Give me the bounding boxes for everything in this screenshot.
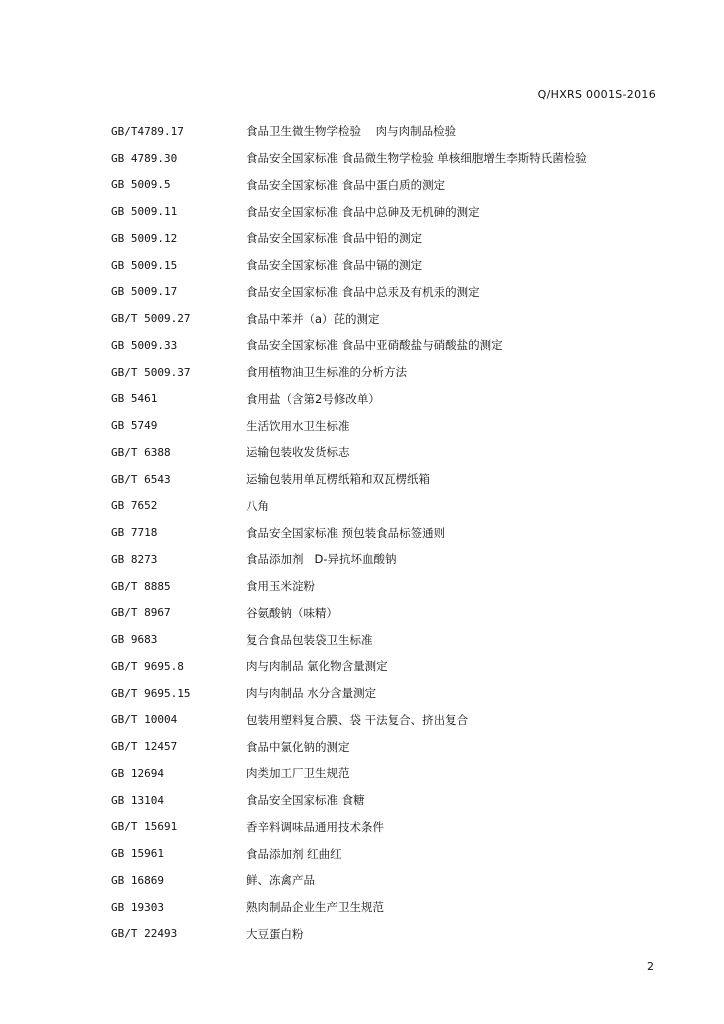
standard-title: 食品安全国家标准 食糖: [246, 793, 365, 808]
standard-code: GB/T 9695.8: [111, 659, 184, 673]
reference-row: [111, 573, 671, 600]
reference-row: [111, 921, 671, 948]
standard-title: 熟肉制品企业生产卫生规范: [246, 900, 384, 915]
reference-row: [111, 145, 671, 172]
reference-row: [111, 707, 671, 734]
reference-row: [111, 466, 671, 493]
reference-row: [111, 653, 671, 680]
standard-title: 八角: [246, 498, 269, 513]
standard-title: 食品安全国家标准 食品中总汞及有机汞的测定: [246, 284, 480, 299]
standard-title: 食品安全国家标准 食品中总砷及无机砷的测定: [246, 204, 480, 219]
standard-title: 运输包装收发货标志: [246, 445, 350, 460]
standard-title: 食品添加剂 D-异抗坏血酸钠: [246, 552, 397, 567]
standard-code: GB 19303: [111, 900, 164, 914]
reference-row: [111, 359, 671, 386]
reference-row: [111, 412, 671, 439]
standard-code: GB 16869: [111, 873, 164, 887]
reference-row: [111, 332, 671, 359]
standard-title: 谷氨酸钠（味精）: [246, 605, 338, 620]
standard-title: 肉与肉制品 氯化物含量测定: [246, 659, 388, 674]
reference-row: [111, 386, 671, 413]
reference-row: [111, 733, 671, 760]
reference-row: [111, 867, 671, 894]
standard-title: 食品中苯并（a）芘的测定: [246, 311, 380, 326]
standard-title: 食品安全国家标准 食品中蛋白质的测定: [246, 177, 446, 192]
reference-row: [111, 225, 671, 252]
standard-code: GB 8273: [111, 552, 158, 566]
standard-code: GB 13104: [111, 793, 164, 807]
reference-row: [111, 600, 671, 627]
reference-row: [111, 305, 671, 332]
reference-row: [111, 519, 671, 546]
standard-title: 食品安全国家标准 食品中镉的测定: [246, 258, 423, 273]
standard-code: GB/T 8885: [111, 579, 171, 593]
page-number: 2: [647, 960, 654, 973]
reference-row: [111, 760, 671, 787]
standard-code: GB/T 22493: [111, 927, 178, 941]
standard-code: GB 9683: [111, 633, 158, 647]
standard-title: 运输包装用单瓦楞纸箱和双瓦楞纸箱: [246, 472, 430, 487]
standard-title: 香辛料调味品通用技术条件: [246, 819, 384, 834]
standard-title: 包装用塑料复合膜、袋 干法复合、挤出复合: [246, 712, 469, 727]
standard-title: 肉与肉制品 水分含量测定: [246, 686, 377, 701]
standard-title: 食品卫生微生物学检验 肉与肉制品检验: [246, 124, 457, 139]
standard-code: GB/T 10004: [111, 713, 178, 727]
standard-code: GB/T 9695.15: [111, 686, 191, 700]
standard-code: GB/T 5009.27: [111, 312, 191, 326]
document-standard-code: Q/HXRS 0001S-2016: [537, 88, 656, 101]
standard-code: GB 15961: [111, 847, 164, 861]
standard-title: 大豆蛋白粉: [246, 926, 304, 941]
reference-row: [111, 279, 671, 306]
standard-code: GB/T 6543: [111, 472, 171, 486]
reference-row: [111, 894, 671, 921]
reference-row: [111, 118, 671, 145]
standard-title: 鲜、冻禽产品: [246, 873, 315, 888]
reference-row: [111, 626, 671, 653]
reference-row: [111, 787, 671, 814]
standard-code: GB 5009.12: [111, 231, 178, 245]
standard-code: GB 7652: [111, 499, 158, 513]
standard-code: GB/T 15691: [111, 820, 178, 834]
standard-title: 食用玉米淀粉: [246, 579, 315, 594]
reference-row: [111, 840, 671, 867]
standard-title: 食品添加剂 红曲红: [246, 846, 342, 861]
normative-references-list: [111, 118, 671, 947]
standard-code: GB 5009.11: [111, 205, 178, 219]
standard-title: 食品安全国家标准 食品微生物学检验 单核细胞增生李斯特氏菌检验: [246, 151, 587, 166]
reference-row: [111, 172, 671, 199]
standard-title: 复合食品包装袋卫生标准: [246, 632, 373, 647]
reference-row: [111, 493, 671, 520]
reference-row: [111, 198, 671, 225]
standard-title: 食品安全国家标准 食品中铅的测定: [246, 231, 423, 246]
standard-code: GB/T 8967: [111, 606, 171, 620]
standard-code: GB 4789.30: [111, 151, 178, 165]
standard-title: 食品中氯化钠的测定: [246, 739, 350, 754]
standard-code: GB 5461: [111, 392, 158, 406]
standard-title: 食用盐（含第2号修改单）: [246, 391, 380, 406]
standard-code: GB 5749: [111, 419, 158, 433]
reference-row: [111, 546, 671, 573]
reference-row: [111, 439, 671, 466]
standard-code: GB/T 6388: [111, 445, 171, 459]
standard-title: 肉类加工厂卫生规范: [246, 766, 350, 781]
reference-row: [111, 680, 671, 707]
reference-row: [111, 252, 671, 279]
standard-code: GB 5009.17: [111, 285, 178, 299]
reference-row: [111, 814, 671, 841]
standard-code: GB 5009.33: [111, 338, 178, 352]
standard-title: 食用植物油卫生标准的分析方法: [246, 365, 407, 380]
standard-title: 食品安全国家标准 食品中亚硝酸盐与硝酸盐的测定: [246, 338, 503, 353]
standard-title: 食品安全国家标准 预包装食品标签通则: [246, 525, 446, 540]
standard-title: 生活饮用水卫生标准: [246, 418, 350, 433]
standard-code: GB/T 12457: [111, 740, 178, 754]
standard-code: GB 5009.5: [111, 178, 171, 192]
standard-code: GB/T 5009.37: [111, 365, 191, 379]
standard-code: GB 5009.15: [111, 258, 178, 272]
standard-code: GB/T4789.17: [111, 124, 184, 138]
standard-code: GB 12694: [111, 766, 164, 780]
standard-code: GB 7718: [111, 526, 158, 540]
